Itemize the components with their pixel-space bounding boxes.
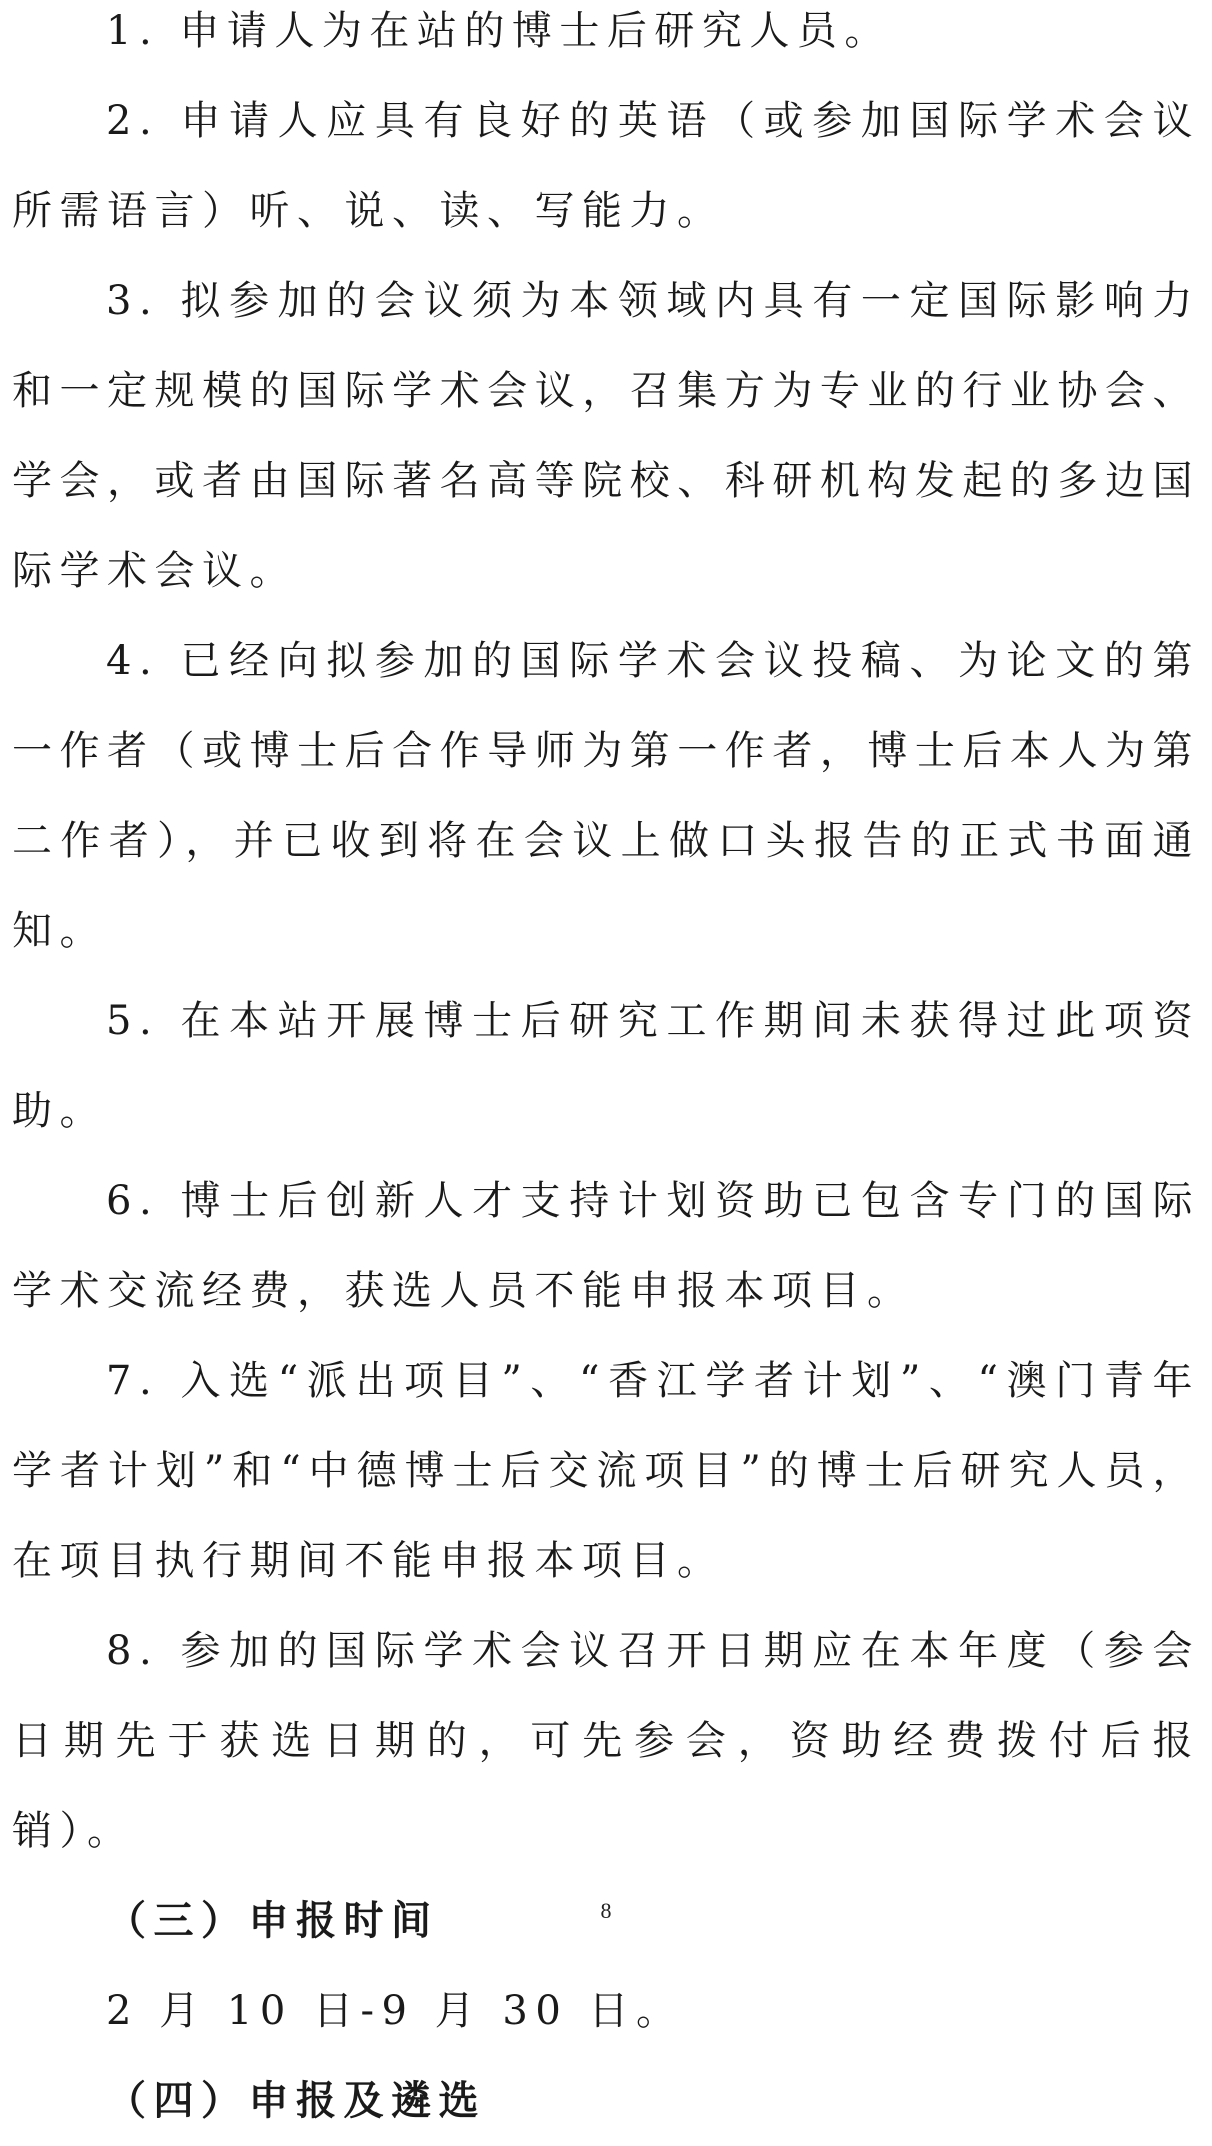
requirement-item-8: 8. 参加的国际学术会议召开日期应在本年度（参会日期先于获选日期的，可先参会，资助经费拨付后报销）。: [12, 1628, 1200, 1854]
section-heading-application-selection: （四）申报及遴选: [106, 2078, 486, 2124]
requirement-item-2: 2. 申请人应具有良好的英语（或参加国际学术会议所需语言）听、说、读、写能力。: [12, 98, 1200, 234]
requirement-item-5: 5. 在本站开展博士后研究工作期间未获得过此项资助。: [12, 998, 1200, 1134]
requirement-item-7: 7. 入选“派出项目”、“香江学者计划”、“澳门青年学者计划”和“中德博士后交流项目”的博士后研究人员，在项目执行期间不能申报本项目。: [12, 1358, 1200, 1584]
requirement-item-6: 6. 博士后创新人才支持计划资助已包含专门的国际学术交流经费，获选人员不能申报本项目。: [12, 1178, 1200, 1314]
section-heading-application-time: （三）申报时间: [106, 1898, 439, 1944]
requirement-item-1: 1. 申请人为在站的博士后研究人员。: [106, 8, 892, 54]
page-number: 8: [600, 1898, 612, 1923]
application-time-range: 2 月 10 日-9 月 30 日。: [106, 1988, 684, 2034]
requirement-item-4: 4. 已经向拟参加的国际学术会议投稿、为论文的第一作者（或博士后合作导师为第一作者，博士后本人为第二作者），并已收到将在会议上做口头报告的正式书面通知。: [12, 638, 1200, 954]
document-body: [12, 0, 1200, 2146]
requirement-item-3: 3. 拟参加的会议须为本领域内具有一定国际影响力和一定规模的国际学术会议，召集方为专业的行业协会、学会，或者由国际著名高等院校、科研机构发起的多边国际学术会议。: [12, 278, 1200, 594]
